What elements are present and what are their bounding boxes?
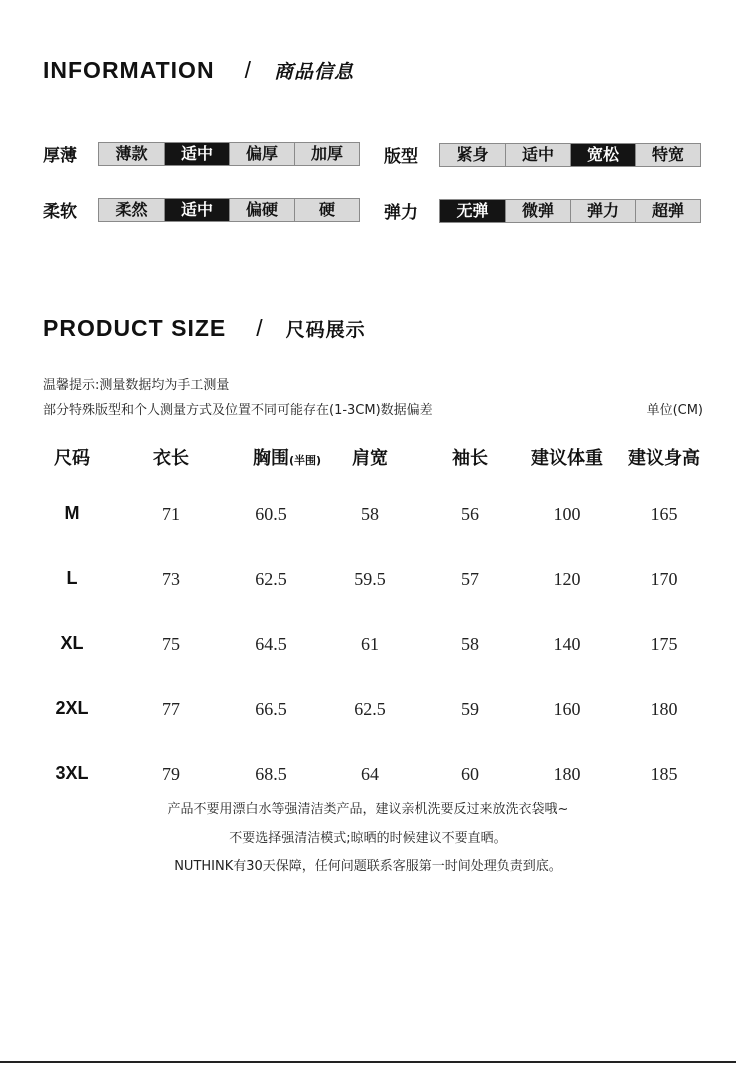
table-cell: 66.5: [255, 699, 287, 719]
care-note-2: 不要选择强清洁模式;晾晒的时候建议不要直晒。: [229, 831, 507, 846]
table-cell: 64.5: [255, 634, 287, 654]
table-cell: 62.5: [354, 699, 386, 719]
header-sleeve: 袖长: [452, 448, 488, 469]
attr-options: [439, 199, 701, 223]
information-separator: /: [244, 57, 252, 83]
deviation-note: 部分特殊版型和个人测量方式及位置不同可能存在(1-3CM)数据偏差: [43, 403, 433, 418]
product-size-separator: /: [256, 315, 264, 341]
attr-option: 紧身: [440, 144, 505, 166]
information-cn-title: 商品信息: [273, 61, 354, 83]
unit-label: 单位(CM): [646, 403, 703, 418]
care-note-1: 产品不要用漂白水等强清洁类产品，建议亲机洗要反过来放洗衣袋哦~: [167, 802, 569, 817]
attr-option-selected: 宽松: [570, 144, 635, 166]
table-cell: 59: [461, 699, 479, 719]
product-size-heading: [43, 315, 366, 342]
attr-option: 加厚: [294, 143, 359, 165]
attr-option-selected: 适中: [164, 199, 229, 221]
table-cell: 71: [162, 504, 180, 524]
attr-fit: [384, 142, 701, 167]
attr-options: [98, 142, 360, 166]
attr-option: 偏厚: [229, 143, 294, 165]
table-cell: 68.5: [255, 764, 287, 784]
attr-option: 偏硬: [229, 199, 294, 221]
table-cell-size: XL: [60, 633, 84, 653]
attr-option-selected: 无弹: [440, 200, 505, 222]
header-size: 尺码: [54, 448, 90, 469]
table-cell: 77: [162, 699, 180, 719]
attr-option: 柔然: [99, 199, 164, 221]
table-cell: 180: [553, 764, 581, 784]
information-title: INFORMATION: [43, 57, 215, 83]
guarantee-note: NUTHINK有30天保障，任何问题联系客服第一时间处理负责到底。: [174, 859, 562, 874]
measure-note: 温馨提示:测量数据均为手工测量: [43, 378, 230, 393]
attr-options: [439, 143, 701, 167]
product-size-title: PRODUCT SIZE: [43, 315, 227, 341]
table-cell: 79: [162, 764, 180, 784]
attr-option: 特宽: [635, 144, 700, 166]
table-cell: 60: [461, 764, 479, 784]
table-cell: 75: [162, 634, 180, 654]
header-length: 衣长: [153, 448, 189, 469]
table-cell: 61: [361, 634, 379, 654]
table-cell: 175: [650, 634, 678, 654]
table-cell: 58: [361, 504, 379, 524]
attr-option: 超弹: [635, 200, 700, 222]
table-cell-size: M: [64, 503, 80, 523]
header-chest-note: (半围): [288, 454, 322, 467]
table-cell: 140: [553, 634, 581, 654]
table-cell: 185: [650, 764, 678, 784]
table-cell: 165: [650, 504, 678, 524]
attr-label: 厚薄: [43, 146, 77, 166]
header-chest: [253, 444, 321, 470]
header-shoulder: 肩宽: [352, 448, 388, 469]
header-weight: 建议体重: [531, 448, 603, 469]
attr-softness: [43, 197, 360, 222]
attr-label: 弹力: [384, 203, 418, 223]
attr-option: 适中: [505, 144, 570, 166]
header-chest-label: 胸围: [252, 448, 289, 469]
table-cell: 120: [553, 569, 581, 589]
table-cell: 100: [553, 504, 581, 524]
table-cell: 62.5: [255, 569, 287, 589]
attr-label: 柔软: [43, 202, 77, 222]
table-cell: 64: [361, 764, 379, 784]
attr-elasticity: [384, 198, 701, 223]
attr-option-selected: 适中: [164, 143, 229, 165]
header-height: 建议身高: [628, 448, 700, 469]
information-heading: [43, 57, 354, 84]
attr-option: 硬: [294, 199, 359, 221]
table-cell: 59.5: [354, 569, 386, 589]
attr-option: 微弹: [505, 200, 570, 222]
table-cell: 160: [553, 699, 581, 719]
table-cell: 58: [461, 634, 479, 654]
table-cell: 73: [162, 569, 180, 589]
table-cell-size: L: [66, 568, 78, 588]
attr-option: 弹力: [570, 200, 635, 222]
attr-thickness: [43, 141, 360, 166]
attr-option: 薄款: [99, 143, 164, 165]
table-cell: 56: [461, 504, 479, 524]
attr-options: [98, 198, 360, 222]
table-cell: 180: [650, 699, 678, 719]
product-size-cn-title: 尺码展示: [285, 319, 366, 341]
bottom-divider: [0, 1061, 736, 1063]
attr-label: 版型: [384, 147, 418, 167]
table-cell: 57: [461, 569, 479, 589]
table-cell-size: 3XL: [55, 763, 89, 783]
table-cell: 170: [650, 569, 678, 589]
table-cell-size: 2XL: [55, 698, 89, 718]
table-cell: 60.5: [255, 504, 287, 524]
